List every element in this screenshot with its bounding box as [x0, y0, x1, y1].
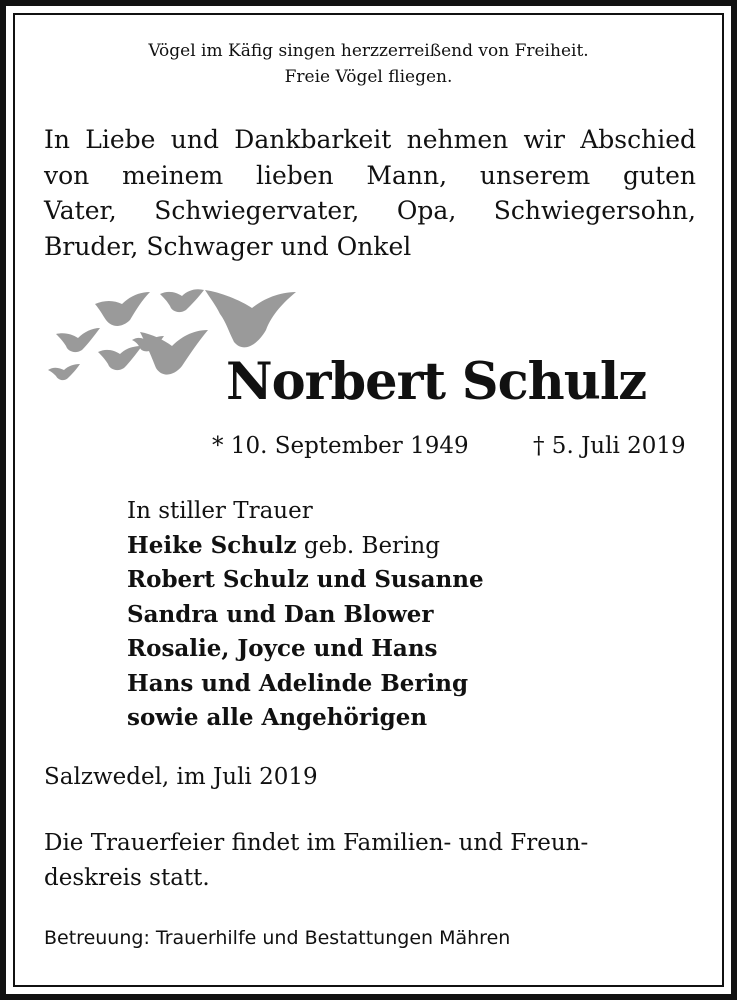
farewell-text — [44, 122, 696, 264]
mourners-block — [127, 494, 484, 736]
mourner-name: Hans und Adelinde Bering — [127, 669, 469, 697]
place-date: Salzwedel, im Juli 2019 — [44, 764, 318, 790]
motto-line-2: Freie Vögel fliegen. — [284, 67, 453, 87]
mourner-name: Sandra und Dan Blower — [127, 600, 434, 628]
mourner-name: Robert Schulz und Susanne — [127, 566, 484, 593]
funeral-notice-line-2: deskreis statt. — [44, 865, 210, 891]
mourner-name: Heike Schulz — [127, 531, 297, 559]
farewell-line-4: Bruder, Schwager und Onkel — [44, 231, 412, 261]
birth-date: * 10. September 1949 — [212, 433, 469, 459]
mourner-name: sowie alle Angehörigen — [127, 704, 428, 731]
farewell-line-2: von meinem lieben Mann, unserem guten — [44, 160, 696, 190]
funeral-notice-line-1: Die Trauerfeier findet im Familien- und Freun- — [44, 830, 589, 856]
funeral-notice — [44, 826, 692, 896]
mourners-heading: In stiller Trauer — [127, 498, 313, 524]
death-date: † 5. Juli 2019 — [533, 433, 686, 459]
farewell-line-3: Vater, Schwiegervater, Opa, Schwiegersohn, — [44, 196, 696, 225]
motto — [0, 38, 737, 90]
mourner-maiden-name: geb. Bering — [296, 532, 440, 559]
motto-line-1: Vögel im Käfig singen herzzerreißend von Freiheit. — [148, 41, 589, 61]
mourner-name: Rosalie, Joyce und Hans — [127, 635, 438, 662]
funeral-home: Betreuung: Trauerhilfe und Bestattungen Mähren — [44, 927, 511, 949]
mourner-row — [127, 529, 484, 564]
farewell-line-1: In Liebe und Dankbarkeit nehmen wir Abschied — [44, 125, 696, 154]
deceased-name: Norbert Schulz — [226, 352, 647, 412]
